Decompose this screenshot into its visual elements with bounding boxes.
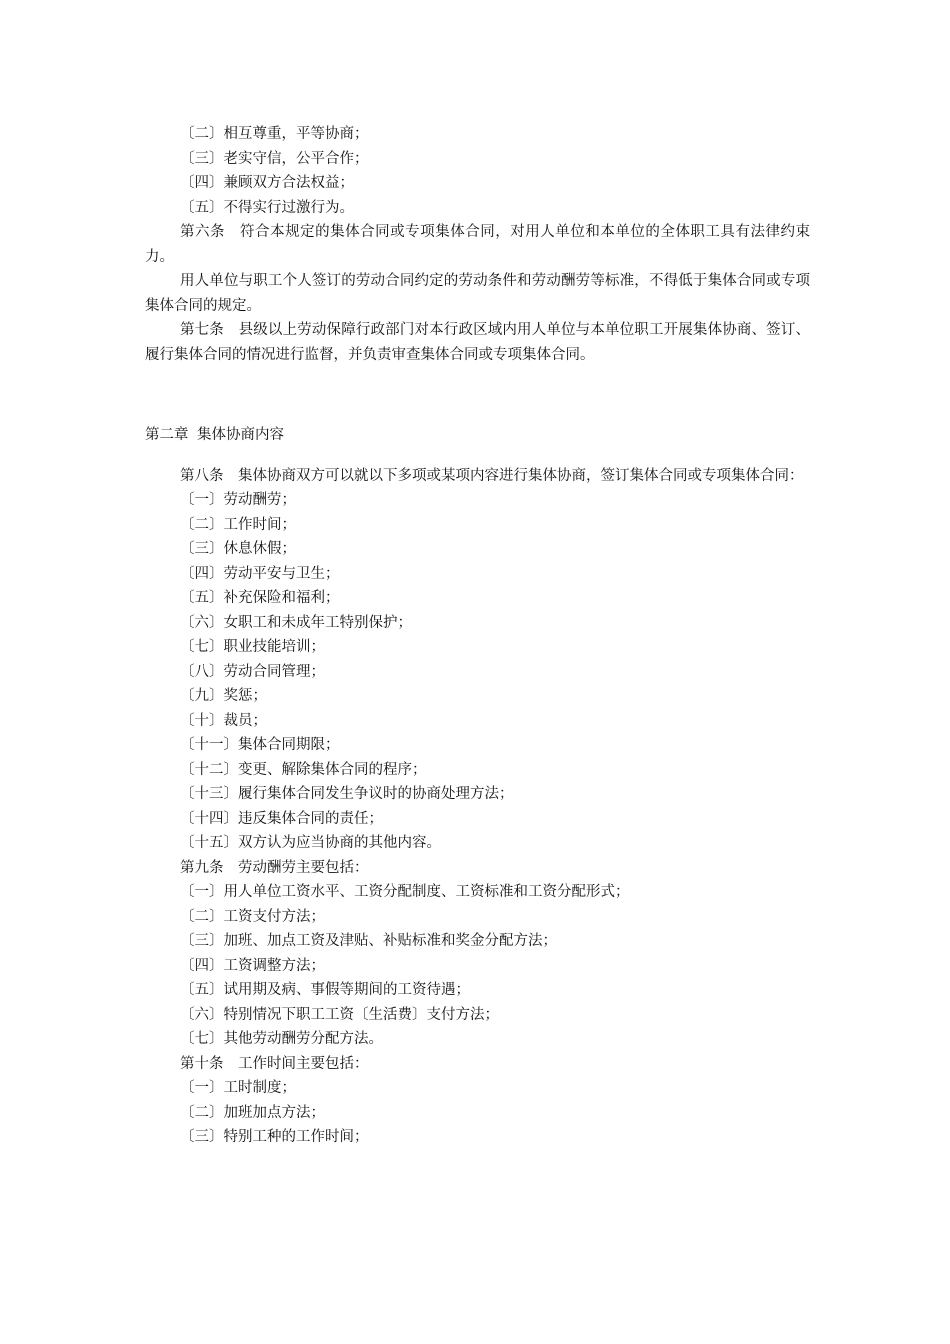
article-6: 第六条 符合本规定的集体合同或专项集体合同，对用人单位和本单位的全体职工具有法律约束力。 [145, 224, 810, 265]
article-9-heading: 第九条 劳动酬劳主要包括： [180, 859, 369, 876]
list-item: 〔四〕工资调整方法； [180, 957, 325, 974]
article-8: 第八条 集体协商双方可以就以下多项或某项内容进行集体协商，签订集体合同或专项集体合同： [180, 467, 804, 484]
list-item: 〔一〕工时制度； [180, 1080, 296, 1096]
list-item: 〔十二〕变更、解除集体合同的程序； [180, 761, 427, 778]
list-item: 〔四〕劳动平安与卫生； [180, 565, 340, 582]
list-item: 〔十五〕双方认为应当协商的其他内容。 [180, 835, 441, 851]
list-item: 〔五〕补充保险和福利； [180, 590, 340, 606]
article-6-paragraph-2: 用人单位与职工个人签订的劳动合同约定的劳动条件和劳动酬劳等标准，不得低于集体合同或专项集体合同的规定。 [145, 273, 810, 314]
list-item: 〔四〕兼顾双方合法权益； [180, 175, 354, 191]
list-item: 〔一〕劳动酬劳； [180, 492, 296, 508]
list-item: 〔三〕加班、加点工资及津贴、补贴标准和奖金分配方法； [180, 933, 557, 949]
list-item: 〔二〕工资支付方法； [180, 908, 325, 925]
list-item: 〔五〕试用期及病、事假等期间的工资待遇； [180, 982, 470, 998]
list-item: 〔十〕裁员； [180, 712, 267, 729]
list-item: 〔九〕奖惩； [180, 688, 267, 704]
list-item: 〔八〕劳动合同管理； [180, 663, 325, 680]
list-item: 〔二〕相互尊重，平等协商； [180, 126, 369, 142]
list-item: 〔六〕特别情况下职工工资〔生活费〕支付方法； [180, 1006, 499, 1023]
list-item: 〔一〕用人单位工资水平、工资分配制度、工资标准和工资分配形式； [180, 884, 630, 900]
article-10-heading: 第十条 工作时间主要包括： [180, 1055, 369, 1072]
list-item: 〔十四〕违反集体合同的责任； [180, 810, 383, 827]
list-item: 〔七〕其他劳动酬劳分配方法。 [180, 1031, 383, 1047]
list-item: 〔三〕休息休假； [180, 541, 296, 557]
list-item: 〔六〕女职工和未成年工特别保护； [180, 614, 412, 631]
document-page [145, 122, 810, 1150]
list-item: 〔三〕老实守信，公平合作； [180, 150, 369, 167]
list-item: 〔五〕不得实行过激行为。 [180, 199, 354, 216]
list-item: 〔十一〕集体合同期限； [180, 737, 340, 753]
list-item: 〔二〕工作时间； [180, 516, 296, 533]
chapter-heading [145, 423, 810, 448]
list-item: 〔七〕职业技能培训； [180, 639, 325, 655]
article-7: 第七条 县级以上劳动保障行政部门对本行政区域内用人单位与本单位职工开展集体协商、签订、履行集体合同的情况进行监督，并负责审查集体合同或专项集体合同。 [145, 322, 810, 363]
list-item: 〔三〕特别工种的工作时间； [180, 1129, 369, 1145]
list-item: 〔十三〕履行集体合同发生争议时的协商处理方法； [180, 786, 514, 802]
chapter-number: 第二章 [145, 427, 189, 443]
chapter-title: 集体协商内容 [197, 427, 284, 443]
list-item: 〔二〕加班加点方法； [180, 1104, 325, 1121]
